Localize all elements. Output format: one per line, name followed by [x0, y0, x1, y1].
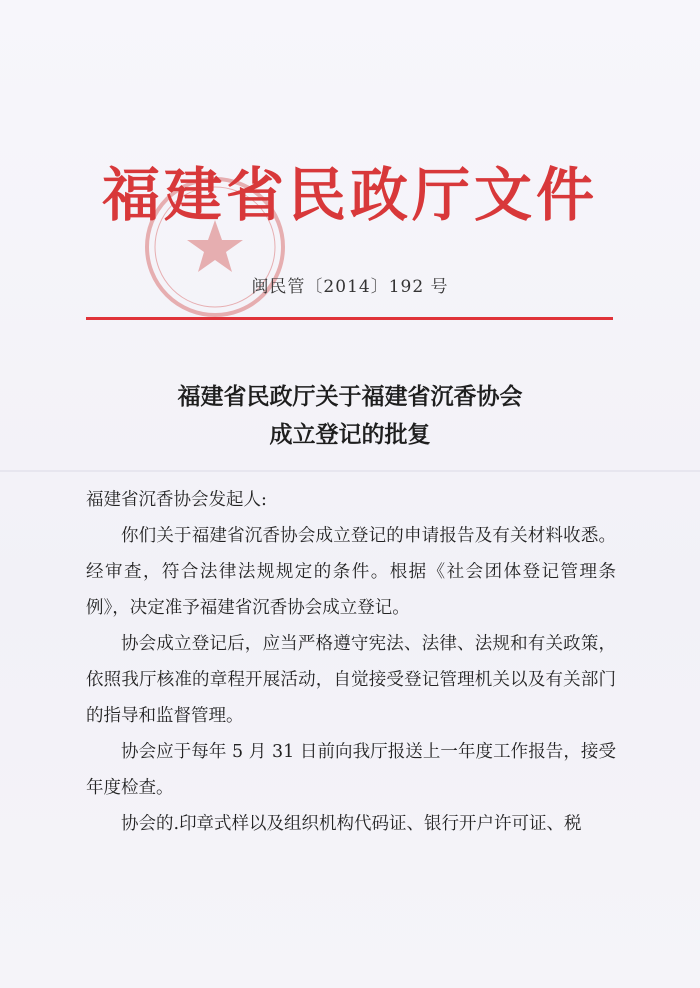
salutation: 福建省沉香协会发起人:: [86, 490, 267, 510]
body-paragraph: 你们关于福建省沉香协会成立登记的申请报告及有关材料收悉。经审查，符合法律法规规定的条件。根据《社会团体登记管理条例》，决定准予福建省沉香协会成立登记。: [86, 526, 616, 618]
body-paragraph: 协会的.印章式样以及组织机构代码证、银行开户许可证、税: [121, 814, 582, 834]
paper-fold: [0, 470, 700, 472]
body-paragraph: 协会应于每年 5 月 31 日前向我厅报送上一年度工作报告，接受年度检查。: [86, 742, 616, 798]
document-body: [86, 482, 616, 842]
issuer-title: 福建省民政厅文件: [101, 161, 598, 229]
document-number: 闽民管〔2014〕192 号: [251, 277, 449, 297]
red-divider: [86, 317, 613, 320]
document-title-line-2: 成立登记的批复: [269, 421, 431, 448]
document-title-line-1: 福建省民政厅关于福建省沉香协会: [177, 383, 523, 410]
body-paragraph: 协会成立登记后，应当严格遵守宪法、法律、法规和有关政策，依照我厅核准的章程开展活动，自觉接受登记管理机关以及有关部门的指导和监督管理。: [86, 634, 616, 726]
document-title: [80, 378, 620, 454]
